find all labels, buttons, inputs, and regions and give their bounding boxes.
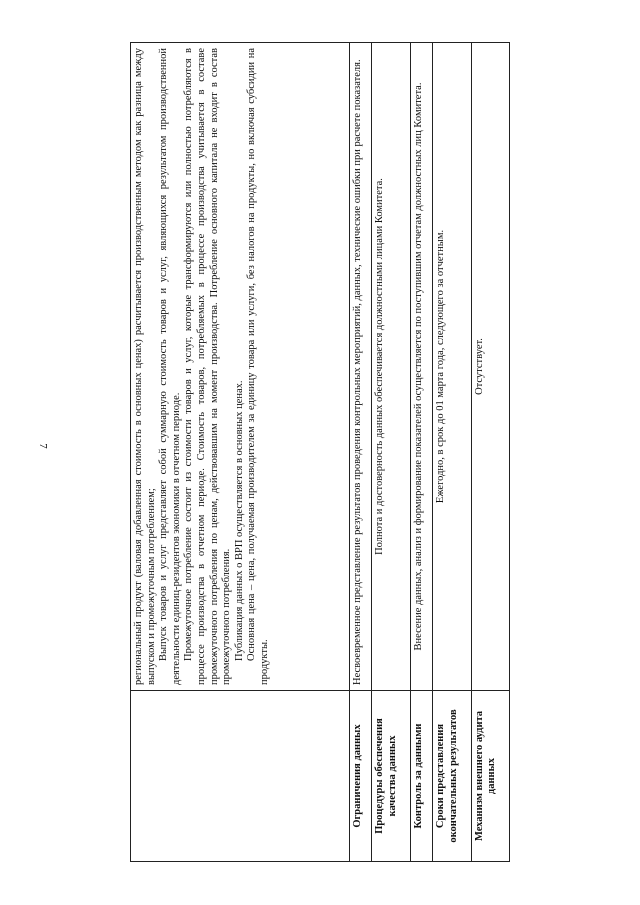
table-row-definitions [131,43,350,862]
row-label-limitations: Ограничения данных [350,691,372,862]
indicator-passport-table [130,42,510,862]
table-row-quality-procedures [372,43,410,862]
definition-paragraph: региональный продукт (валовая добавленная стоимость в основных ценах) расчитывается производственным методом как разница между выпуском и промежуточным потреблением; [133,48,157,685]
page-number: 7 [36,443,49,449]
table-row-final-deadlines [433,43,471,862]
row-value-data-control: Внесение данных, анализ и формирование показателей осуществляется по поступившим отчетам должностных лиц Комитета. [410,43,432,691]
definition-paragraph: Основная цена – цена, получаемая производителем за единицу товара или услуги, без налогов на продукты, но включая субсидии на продукты. [246,48,270,685]
row-value-definitions [131,43,350,691]
row-value-external-audit: Отсутствует. [471,43,509,691]
definition-paragraph: Промежуточное потребление состоит из стоимости товаров и услуг, которые трансформируются или полностью потребляются в процессе производства в отчетном периоде. Стоимость товаров, потребляемых в процессе производства учитывается в составе промежуточного потребления по ценам, действовавшим на момент производства. Потребление основного капитала не входит в состав промежуточного потребления. [183,48,233,685]
definition-paragraph: Выпуск товаров и услуг представляет собой суммарную стоимость товаров и услуг, являющихся результатом производственной деятельности единиц-резидентов экономики в отчетном периоде. [158,48,182,685]
rotated-table-container [130,42,510,862]
row-label-data-control: Контроль за данными [410,691,432,862]
definition-paragraph: Публикация данных о ВРП осуществляется в основных ценах. [233,380,245,661]
row-value-final-deadlines: Ежегодно, в срок до 01 марта года, следующего за отчетным. [433,43,471,691]
row-label-definitions [131,691,350,862]
row-label-external-audit: Механизм внешнего аудита данных [471,691,509,862]
table-row-data-control [410,43,432,862]
row-value-limitations: Несвоевременное представление результатов проведения контрольных мероприятий, данных, технические ошибки при расчете показателя. [350,43,372,691]
row-value-quality-procedures: Полнота и достоверность данных обеспечивается должностными лицами Комитета. [372,43,410,691]
table-row-limitations [350,43,372,862]
row-label-quality-procedures: Процедуры обеспечения качества данных [372,691,410,862]
table-row-external-audit [471,43,509,862]
row-label-final-deadlines: Сроки представления окончательных результатов [433,691,471,862]
